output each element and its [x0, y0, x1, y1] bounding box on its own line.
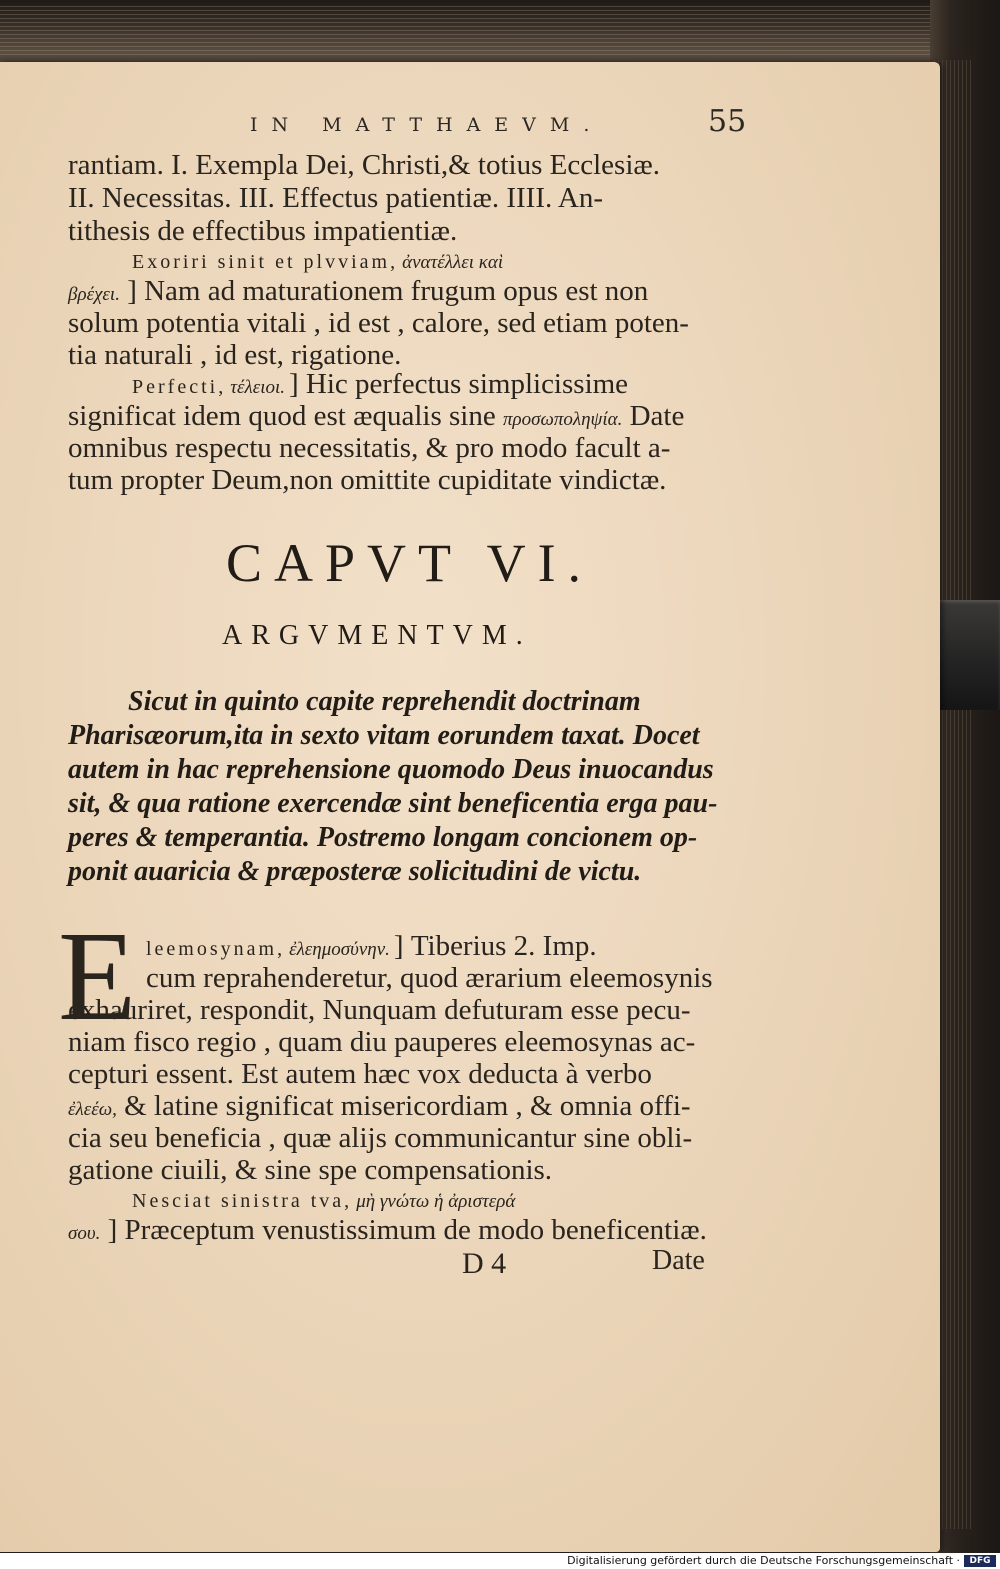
lemma: Nesciat sinistra tva,: [132, 1190, 353, 1212]
text-line: tum propter Deum,non omittite cupiditate vindictæ.: [68, 464, 667, 496]
running-head: IN MATTHAEVM.: [250, 114, 604, 136]
greek-text: ἀνατέλλει καὶ: [402, 252, 504, 273]
book-top-edge: [0, 0, 1000, 70]
text-line: tia naturali , id est, rigatione.: [68, 339, 402, 371]
footer-bar: [0, 1553, 1000, 1569]
text-line: [68, 1090, 691, 1123]
book-fore-edge: [930, 0, 1000, 1569]
lemma: leemosynam,: [146, 938, 286, 960]
chapter-title: CAPVT VI.: [226, 533, 594, 593]
greek-text: ἐλεημοσύνην.: [289, 939, 390, 960]
catchword: Date: [652, 1245, 705, 1276]
footer-credit: Digitalisierung gefördert durch die Deutsche Forschungsgemeinschaft ·: [567, 1554, 960, 1567]
argument-line: autem in hac reprehensione quomodo Deus inuocandus: [68, 754, 714, 785]
paragraph-lemma-line: [146, 930, 597, 963]
text-line: [68, 1214, 707, 1247]
text-line: exhauriret, respondit, Nunquam defuturam esse pecu-: [68, 994, 691, 1026]
lemma: Perfecti,: [132, 376, 227, 398]
page-number: 55: [708, 104, 747, 139]
paragraph-lemma-line: [132, 368, 628, 401]
drop-cap-letter: E: [58, 905, 137, 1047]
paragraph-lemma-line: [132, 1190, 515, 1213]
argument-line: sit, & qua ratione exercendæ sint beneficentia erga pau-: [68, 788, 718, 819]
text-line: [68, 400, 684, 433]
argument-line: ponit auaricia & præposteræ solicitudini de victu.: [68, 856, 642, 887]
text-line: rantiam. I. Exempla Dei, Christi,& totius Ecclesiæ.: [68, 149, 660, 181]
text-span: ] Nam ad maturationem frugum opus est non: [127, 275, 649, 307]
text-span: ] Præceptum venustissimum de modo beneficentiæ.: [107, 1214, 707, 1246]
book-page: [0, 62, 940, 1552]
text-line: gatione ciuili, & sine spe compensationis.: [68, 1154, 553, 1186]
greek-text: τέλειοι.: [230, 377, 285, 398]
text-span: & latine significat misericordiam , & omnia offi-: [124, 1090, 691, 1122]
text-line: cepturi essent. Est autem hæc vox deducta à verbo: [68, 1058, 652, 1090]
lemma: Exoriri sinit et plvviam,: [132, 251, 399, 273]
text-span: significat idem quod est æqualis sine: [68, 400, 496, 432]
signature-mark: D 4: [462, 1247, 507, 1280]
greek-text: ἐλεέω,: [68, 1099, 117, 1120]
greek-text: βρέχει.: [68, 284, 120, 305]
text-line: cum reprahenderetur, quod ærarium eleemosynis: [146, 962, 713, 994]
greek-text: προσωποληψία.: [502, 409, 623, 430]
greek-text: σου.: [68, 1223, 101, 1244]
text-line: omnibus respectu necessitatis, & pro modo facult a-: [68, 432, 671, 464]
text-span: Date: [629, 400, 685, 432]
text-line: solum potentia vitali , id est , calore, sed etiam poten-: [68, 307, 689, 339]
text-line: cia seu beneficia , quæ alijs communicantur sine obli-: [68, 1122, 693, 1154]
text-line: [68, 275, 648, 308]
text-span: ] Tiberius 2. Imp.: [393, 930, 597, 962]
text-span: ] Hic perfectus simplicissime: [289, 368, 629, 400]
dfg-logo: DFG: [964, 1555, 996, 1567]
argument-line: peres & temperantia. Postremo longam concionem op-: [68, 822, 698, 853]
text-line: tithesis de effectibus impatientiæ.: [68, 215, 458, 247]
text-line: II. Necessitas. III. Effectus patientiæ. IIII. An-: [68, 182, 603, 214]
paragraph-lemma-line: [132, 251, 503, 274]
argument-line: Sicut in quinto capite reprehendit doctrinam: [128, 686, 641, 717]
greek-text: μὴ γνώτω ἡ ἀριστερά: [356, 1191, 516, 1212]
argument-line: Pharisæorum,ita in sexto vitam eorundem taxat. Docet: [68, 720, 700, 751]
argument-heading: ARGVMENTVM.: [222, 620, 532, 651]
text-line: niam fisco regio , quam diu pauperes eleemosynas ac-: [68, 1026, 696, 1058]
